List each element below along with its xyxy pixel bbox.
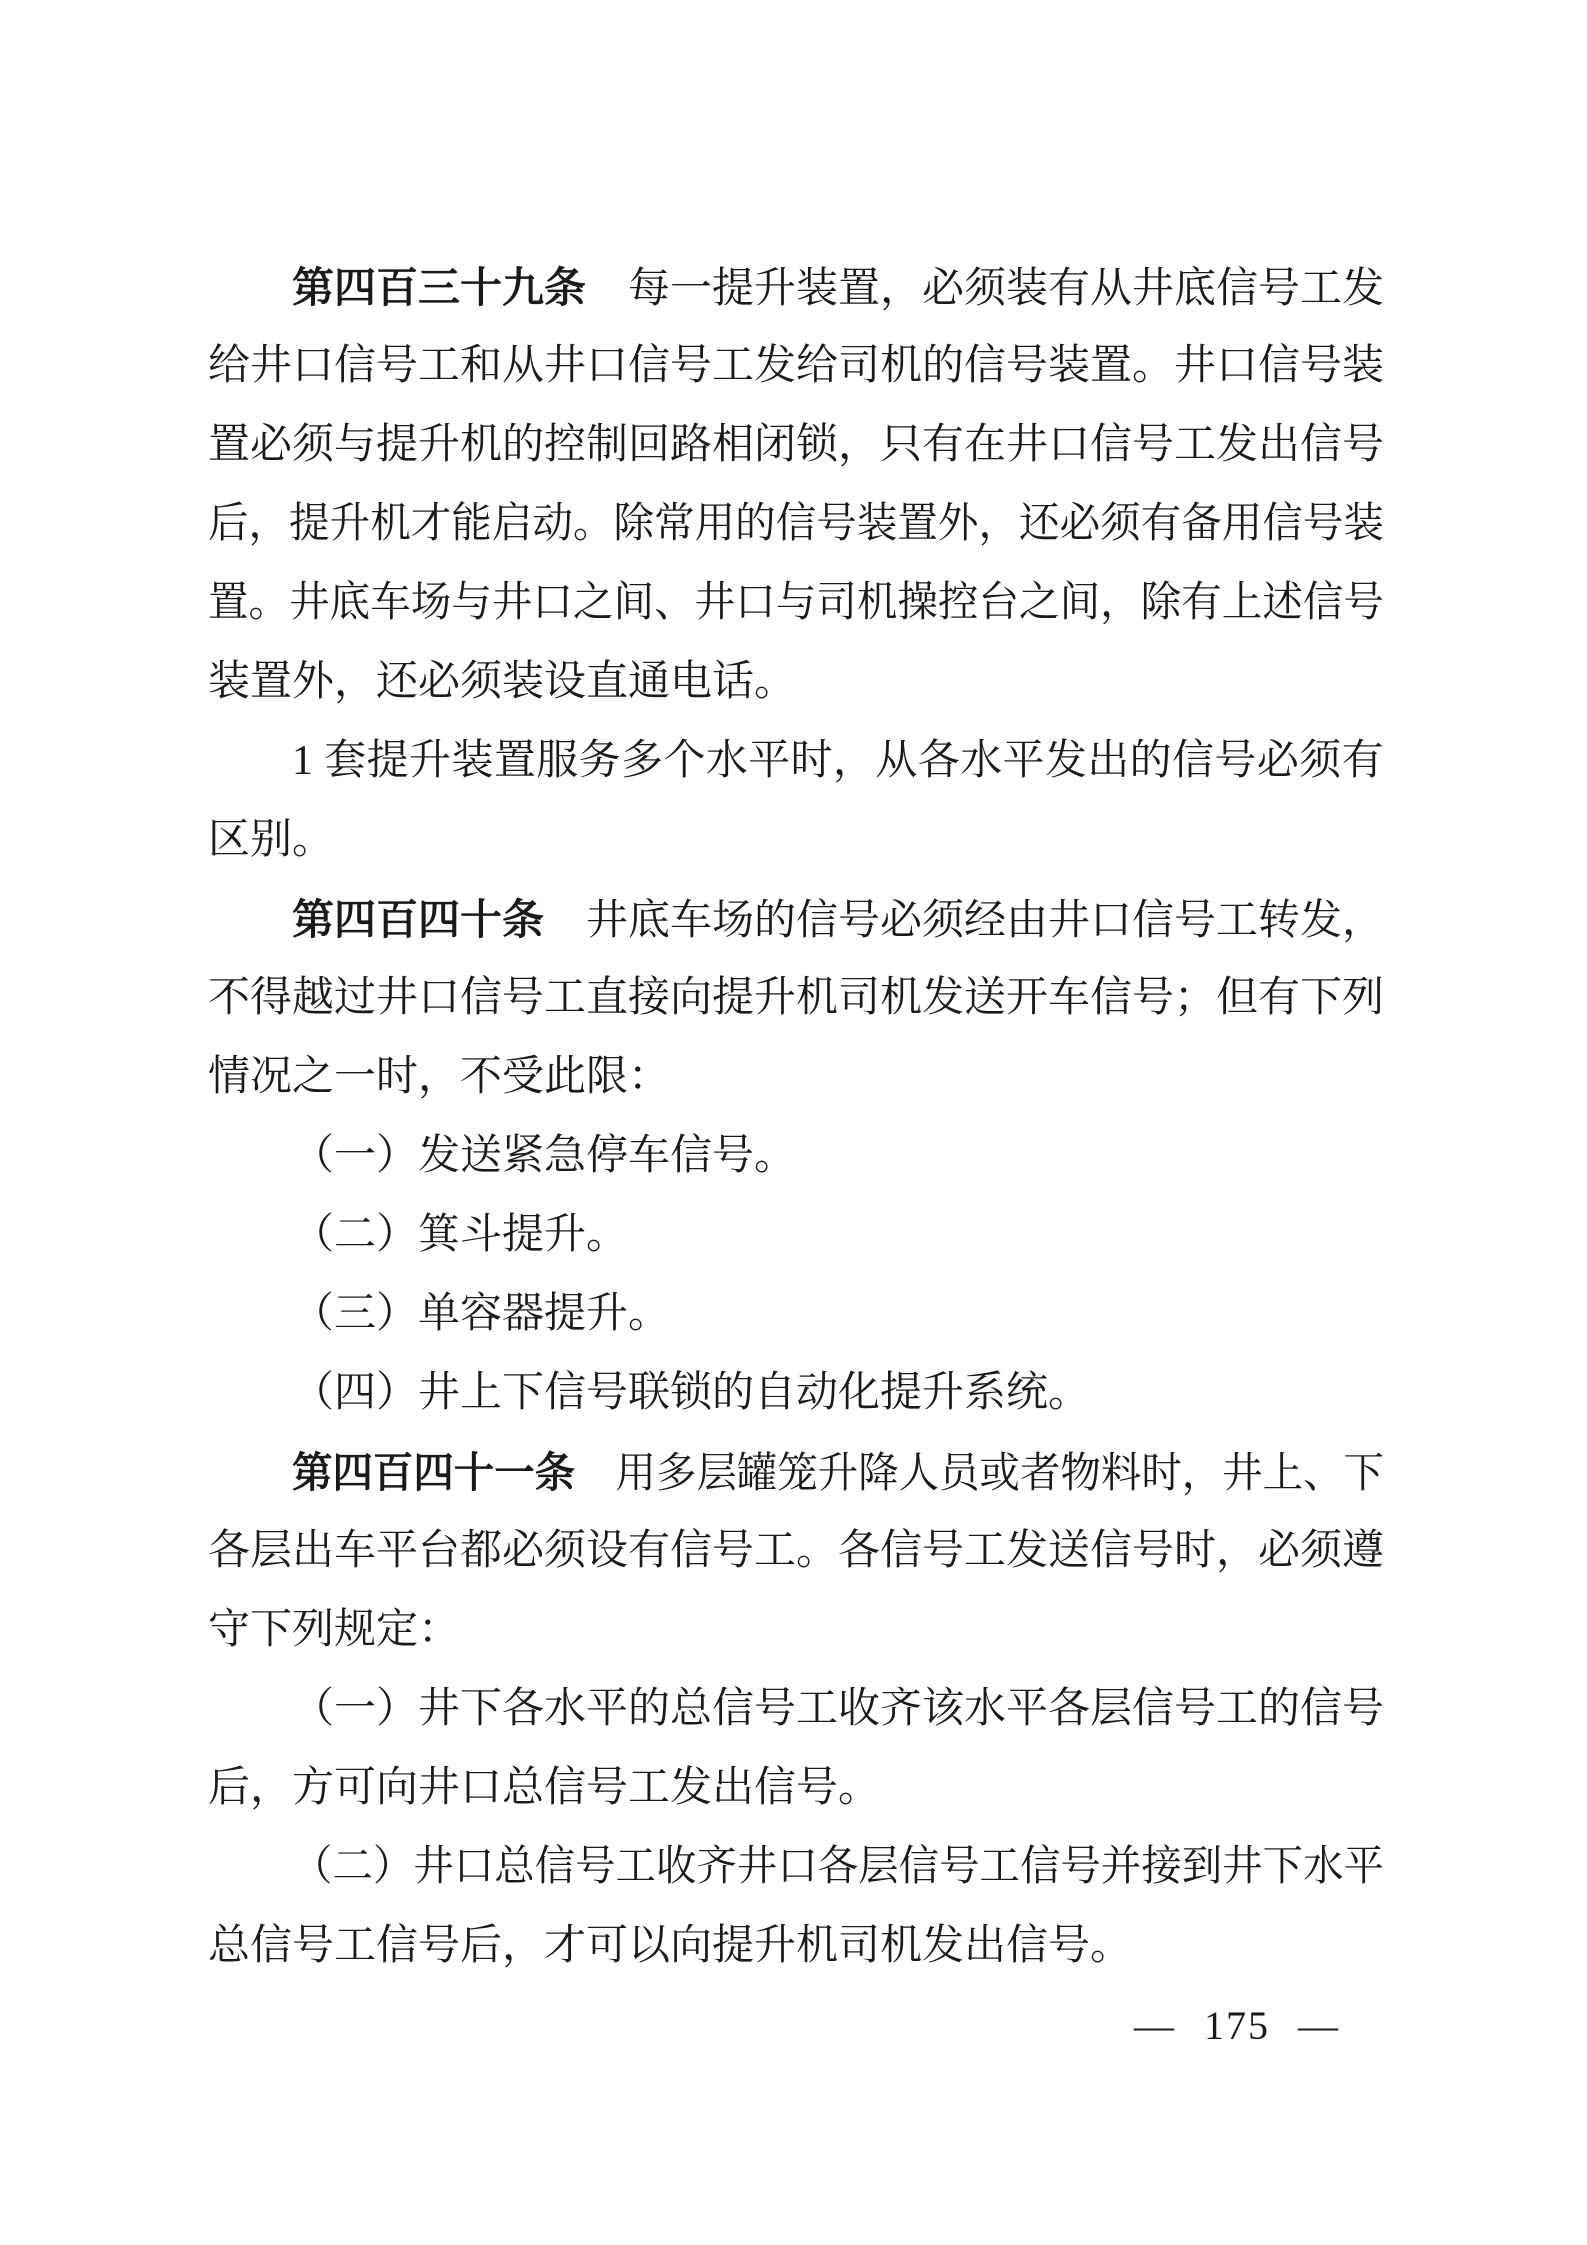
line-text: 装置外，还必须装设直通电话。 [208, 659, 797, 705]
line-text: 1 套提升装置服务多个水平时，从各水平发出的信号必须有 [292, 738, 1384, 784]
line-text: 区别。 [208, 817, 335, 863]
line-text: 情况之一时，不受此限： [208, 1054, 671, 1100]
line-text: 置。井底车场与井口之间、井口与司机操控台之间，除有上述信号 [208, 580, 1384, 626]
body-text-line [292, 1354, 1384, 1433]
line-text: （三）单容器提升。 [292, 1291, 671, 1337]
body-text-line [208, 1038, 1384, 1117]
line-text: 不得越过井口信号工直接向提升机司机发送开车信号；但有下列 [208, 975, 1384, 1021]
article-number: 第四百三十九条 [292, 264, 587, 311]
line-text: 置必须与提升机的控制回路相闭锁，只有在井口信号工发出信号 [208, 422, 1384, 468]
line-text: 后，提升机才能启动。除常用的信号装置外，还必须有备用信号装 [208, 501, 1384, 547]
body-text-line [292, 722, 1384, 801]
heading-gap [575, 1486, 615, 1487]
line-text: 给井口信号工和从井口信号工发给司机的信号装置。井口信号装 [208, 343, 1384, 389]
heading-gap [544, 933, 586, 934]
line-text: （二）井口总信号工收齐井口各层信号工信号并接到井下水平 [292, 1844, 1384, 1890]
body-text-line [208, 1591, 1384, 1670]
line-text: （一）发送紧急停车信号。 [292, 1133, 797, 1179]
line-text: 后，方可向井口总信号工发出信号。 [208, 1765, 881, 1811]
body-text-line [208, 959, 1384, 1038]
line-text: （二）箕斗提升。 [292, 1212, 629, 1258]
heading-gap [586, 301, 628, 302]
body-text-line [208, 485, 1384, 564]
body-text-line [208, 406, 1384, 485]
page-number: — 175 — [1134, 2003, 1340, 2048]
line-text: 每一提升装置，必须装有从井底信号工发 [628, 266, 1384, 312]
body-text-line [208, 1907, 1384, 1986]
body-text-line [208, 1512, 1384, 1591]
body-text-line [208, 643, 1384, 722]
line-text: 井底车场的信号必须经由井口信号工转发， [586, 898, 1384, 944]
article-heading-line [292, 248, 1384, 327]
body-text-line [292, 1196, 1384, 1275]
article-number: 第四百四十条 [292, 896, 545, 943]
text-block [208, 248, 1384, 1986]
line-text: （一）井下各水平的总信号工收齐该水平各层信号工的信号 [292, 1686, 1384, 1732]
line-text: 守下列规定： [208, 1607, 461, 1653]
article-heading-line [292, 1433, 1384, 1512]
body-text-line [292, 1828, 1384, 1907]
article-heading-line [292, 880, 1384, 959]
body-text-line [208, 327, 1384, 406]
body-text-line [292, 1670, 1384, 1749]
body-text-line [208, 801, 1384, 880]
body-text-line [292, 1275, 1384, 1354]
body-text-line [292, 1117, 1384, 1196]
line-text: 各层出车平台都必须设有信号工。各信号工发送信号时，必须遵 [208, 1528, 1384, 1574]
body-text-line [208, 1749, 1384, 1828]
line-text: （四）井上下信号联锁的自动化提升系统。 [292, 1370, 1091, 1416]
line-text: 用多层罐笼升降人员或者物料时，井上、下 [615, 1451, 1384, 1497]
body-text-line [208, 564, 1384, 643]
article-number: 第四百四十一条 [292, 1449, 576, 1496]
line-text: 总信号工信号后，才可以向提升机司机发出信号。 [208, 1923, 1133, 1969]
